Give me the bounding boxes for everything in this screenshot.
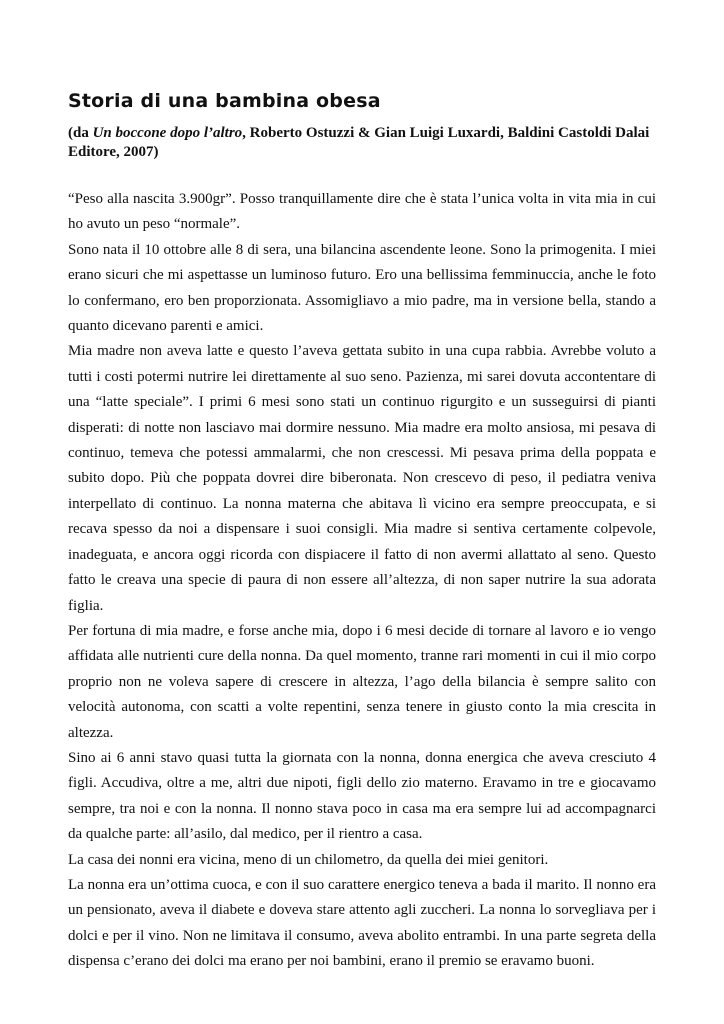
source-prefix: (da <box>68 125 93 141</box>
book-title: Un boccone dopo l’altro <box>92 125 243 141</box>
paragraph-4: Per fortuna di mia madre, e forse anche mia, dopo i 6 mesi decide di tornare al lavoro e io vengo affidata alle nutrienti cure della nonna. Da quel momento, tranne rari momenti in cui il mio corpo proprio non ne voleva sapere di crescere in altezza, l’ago della bilancia è sempre salito con velocità autonoma, con scatti a volte repentini, senza tenere in giusto conto la mia crescita in altezza. <box>68 622 656 741</box>
paragraph-2: Sono nata il 10 ottobre alle 8 di sera, una bilancina ascendente leone. Sono la primogenita. I miei erano sicuri che mi aspettasse un luminoso futuro. Ero una bellissima femminuccia, anche le foto lo confermano, ero ben proporzionata. Assomigliavo a mio padre, ma in versione bella, stando a quanto dicevano parenti e amici. <box>68 241 656 335</box>
source-citation <box>68 124 656 162</box>
document-title: Storia di una bambina obesa <box>68 90 381 112</box>
source-details: , Roberto Ostuzzi & Gian Luigi Luxardi, Baldini Castoldi Dalai Editore, 2007) <box>68 125 650 160</box>
paragraph-1: “Peso alla nascita 3.900gr”. Posso tranquillamente dire che è stata l’unica volta in vita mia in cui ho avuto un peso “normale”. <box>68 191 656 233</box>
paragraph-3: Mia madre non aveva latte e questo l’aveva gettata subito in una cupa rabbia. Avrebbe voluto a tutti i costi potermi nutrire lei direttamente al suo seno. Pazienza, mi sarei dovuta accontentare di una “latte speciale”. I primi 6 mesi sono stati un continuo rigurgito e un susseguirsi di pianti disperati: di notte non lasciavo mai dormire nessuno. Mia madre era molto ansiosa, mi pesava di continuo, temeva che potessi ammalarmi, che non crescessi. Mi pesava prima della poppata e subito dopo. Più che poppata dovrei dire biberonata. Non crescevo di peso, il pediatra veniva interpellato di continuo. La nonna materna che abitava lì vicino era sempre preoccupata, e si recava spesso da noi a dispensare i suoi consigli. Mia madre si sentiva certamente colpevole, inadeguata, e ancora oggi ricorda con dispiacere il fatto di non avermi allattato al seno. Questo fatto le creava una specie di paura di non essere all’altezza, di non saper nutrire la sua adorata figlia. <box>68 343 656 614</box>
paragraph-6: La casa dei nonni era vicina, meno di un chilometro, da quella dei miei genitori. <box>68 851 549 868</box>
paragraph-7: La nonna era un’ottima cuoca, e con il suo carattere energico teneva a bada il marito. Il nonno era un pensionato, aveva il diabete e doveva stare attento agli zuccheri. La nonna lo sorvegliava per i dolci e per il vino. Non ne limitava il consumo, aveva abolito entrambi. In una parte segreta della dispensa c’erano dei dolci ma erano per noi bambini, erano il premio se eravamo buoni. <box>68 876 656 970</box>
document-page <box>68 88 656 975</box>
paragraph-5: Sino ai 6 anni stavo quasi tutta la giornata con la nonna, donna energica che aveva cresciuto 4 figli. Accudiva, oltre a me, altri due nipoti, figli dello zio materno. Eravamo in tre e giocavamo sempre, tra noi e con la nonna. Il nonno stava poco in casa ma era sempre lui ad accompagnarci da qualche parte: all’asilo, dal medico, per il rientro a casa. <box>68 749 656 843</box>
